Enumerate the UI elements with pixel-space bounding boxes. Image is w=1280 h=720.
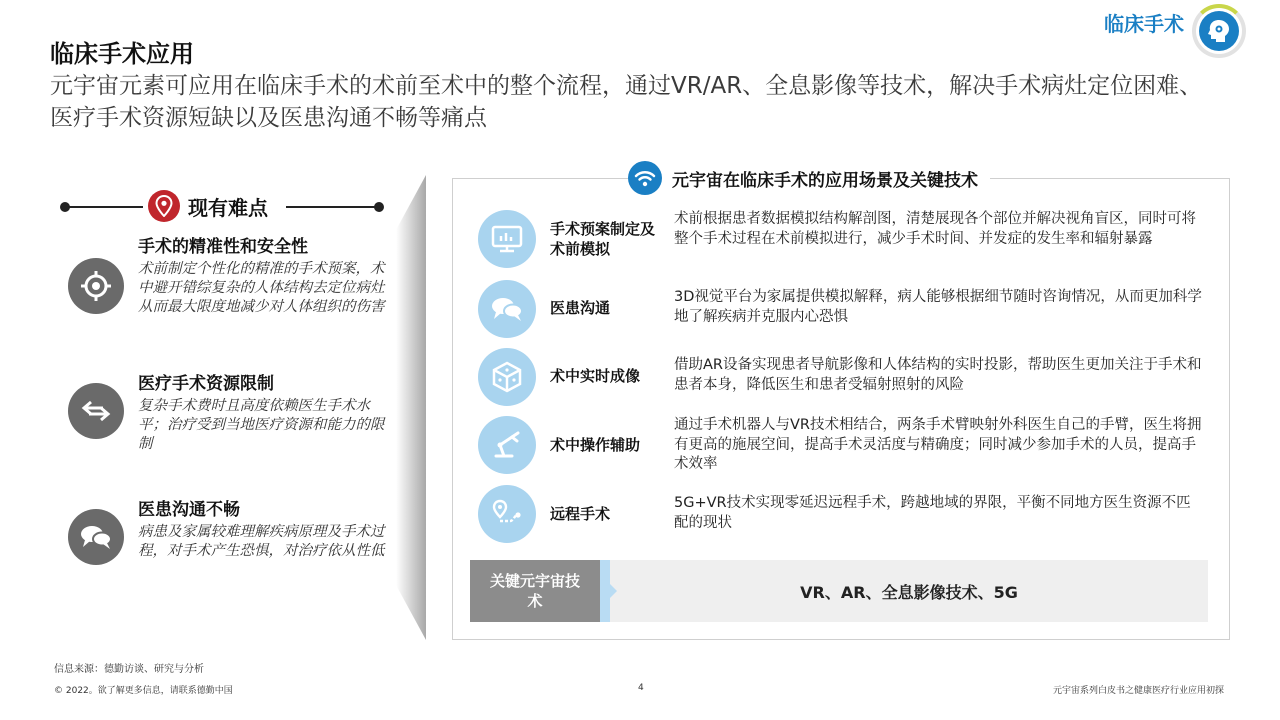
source-note: 信息来源：德勤访谈、研究与分析	[54, 664, 204, 675]
panel-divider-shadow	[396, 175, 426, 640]
application-name: 远程手术	[550, 505, 611, 523]
key-technology-bar	[470, 560, 1208, 622]
copyright: © 2022。欲了解更多信息，请联系德勤中国	[54, 686, 233, 696]
page-number: 4	[638, 683, 644, 693]
topic-label: 临床手术	[1104, 12, 1184, 36]
difficulty-desc: 复杂手术费时且高度依赖医生手术水平；治疗受到当地医疗资源和能力的限制	[138, 398, 385, 452]
location-route-icon	[490, 497, 524, 531]
application-desc: 借助AR设备实现患者导航影像和人体结构的实时投影，帮助医生更加关注于手术和患者本身，降低医生和患者受辐射照射的风险	[674, 357, 1202, 393]
difficulty-title: 医疗手术资源限制	[138, 374, 274, 394]
chat-bubbles-icon	[79, 522, 113, 552]
difficulty-desc: 术前制定个性化的精准的手术预案，术中避开错综复杂的人体结构去定位病灶从而最大限度地减少对人体组织的伤害	[138, 261, 385, 315]
application-name: 手术预案制定及术前模拟	[550, 220, 656, 258]
page-title: 临床手术应用	[50, 40, 194, 68]
application-icon-circle	[478, 416, 536, 474]
monitor-chart-icon	[490, 224, 524, 254]
wifi-icon	[634, 168, 656, 188]
key-arrow	[600, 560, 610, 622]
difficulties-header	[60, 190, 390, 224]
key-technology-label: 关键元宇宙技术	[470, 560, 600, 622]
application-desc: 术前根据患者数据模拟结构解剖图，清楚展现各个部位并解决视角盲区，同时可将整个手术过程在术前模拟进行，减少手术时间、并发症的发生率和辐射暴露	[674, 211, 1196, 247]
swap-arrows-icon	[79, 394, 113, 428]
page-subtitle: 元宇宙元素可应用在临床手术的术前至术中的整个流程，通过VR/AR、全息影像等技术，解决手术病灶定位困难、医疗手术资源短缺以及医患沟通不畅等痛点	[50, 73, 1203, 131]
header-line-left	[65, 206, 143, 208]
application-name: 医患沟通	[550, 299, 611, 317]
series-title: 元宇宙系列白皮书之健康医疗行业应用初探	[1052, 686, 1224, 696]
application-icon-circle	[478, 280, 536, 338]
head-gear-icon	[1206, 18, 1232, 44]
pin-icon-badge	[148, 190, 180, 222]
application-name: 术中实时成像	[550, 367, 641, 385]
difficulty-icon-circle	[68, 509, 124, 565]
key-technology-value: VR、AR、全息影像技术、5G	[800, 582, 1018, 602]
applications-heading: 元宇宙在临床手术的应用场景及关键技术	[672, 170, 978, 191]
chat-bubbles-icon	[490, 294, 524, 324]
location-pin-icon	[155, 195, 173, 217]
difficulty-icon-circle	[68, 383, 124, 439]
difficulty-title: 手术的精准性和安全性	[138, 237, 308, 257]
applications-header	[628, 160, 990, 196]
header-dot-right	[374, 202, 384, 212]
header-line-right	[286, 206, 378, 208]
cube-icon	[490, 360, 524, 394]
difficulty-icon-circle	[68, 258, 124, 314]
application-desc: 通过手术机器人与VR技术相结合，两条手术臂映射外科医生自己的手臂，医生将拥有更高的施展空间，提高手术灵活度与精确度；同时减少参加手术的人员，提高手术效率	[674, 417, 1202, 472]
difficulty-title: 医患沟通不畅	[138, 500, 240, 520]
application-icon-circle	[478, 485, 536, 543]
application-desc: 5G+VR技术实现零延迟远程手术，跨越地域的界限，平衡不同地方医生资源不匹配的现状	[674, 495, 1191, 531]
application-desc: 3D视觉平台为家属提供模拟解释，病人能够根据细节随时咨询情况，从而更加科学地了解疾病并克服内心恐惧	[674, 289, 1202, 325]
difficulty-desc: 病患及家属较难理解疾病原理及手术过程，对手术产生恐惧，对治疗依从性低	[138, 524, 385, 559]
application-icon-circle	[478, 348, 536, 406]
application-name: 术中操作辅助	[550, 436, 641, 454]
robot-arm-icon	[490, 428, 524, 462]
target-icon	[79, 269, 113, 303]
application-icon-circle	[478, 210, 536, 268]
topic-badge	[1192, 4, 1246, 58]
difficulties-heading: 现有难点	[188, 196, 268, 220]
wifi-icon-badge	[628, 161, 662, 195]
